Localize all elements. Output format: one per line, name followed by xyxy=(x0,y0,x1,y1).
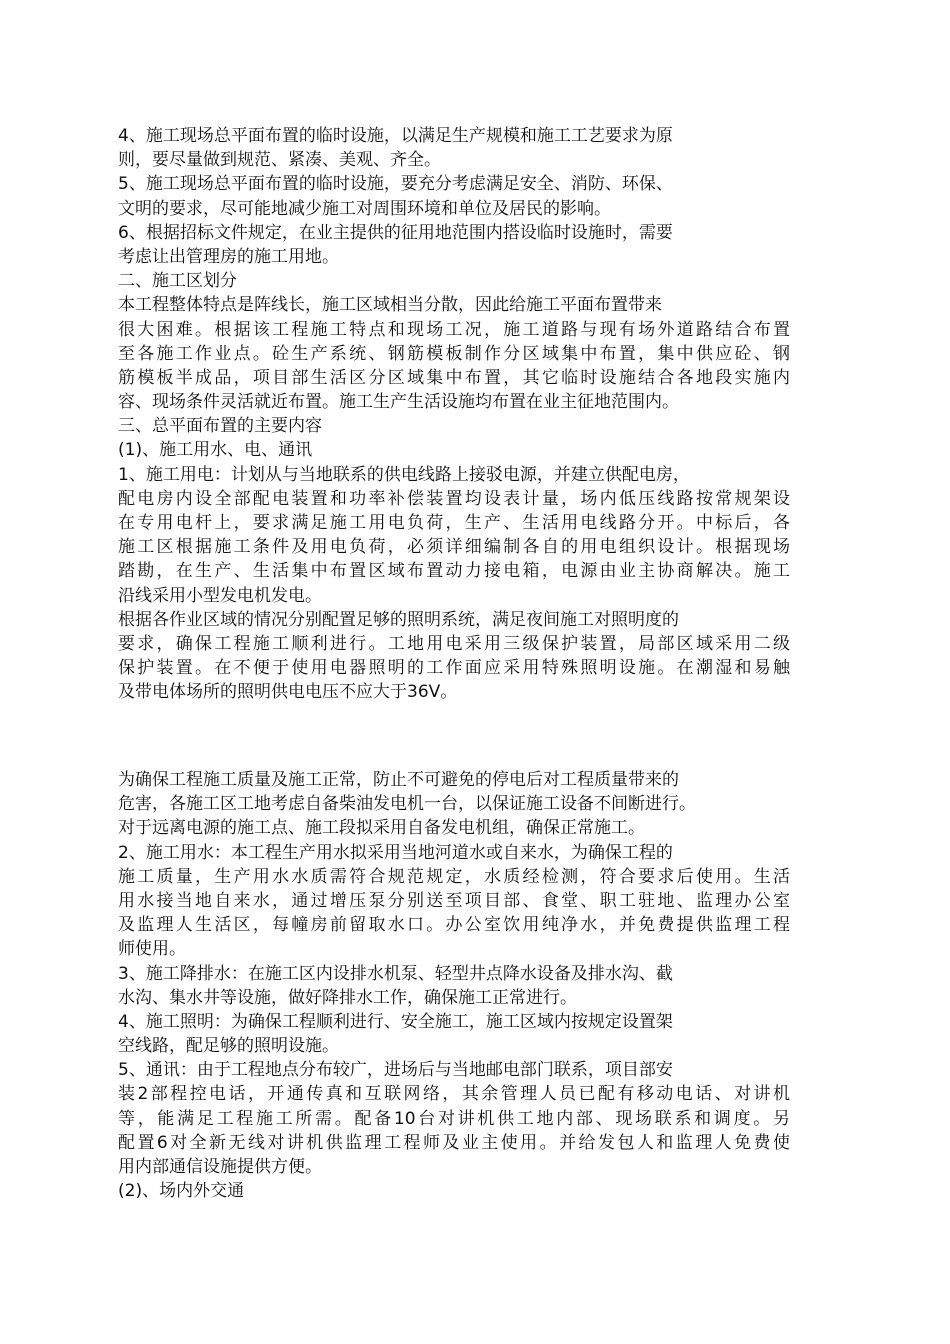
text-line: 及带电体场所的照明供电电压不应大于36V。 xyxy=(118,682,458,703)
subsection-heading: (1)、施工用水、电、通讯 xyxy=(118,440,313,461)
text-line: 5、通讯：由于工程地点分布较广，进场后与当地邮电部门联系，项目部安 xyxy=(118,1060,673,1081)
text-line: 用内部通信设施提供方便。 xyxy=(118,1157,322,1177)
text-line: 对于远离电源的施工点、施工段拟采用自备发电机组，确保正常施工。 xyxy=(118,818,645,839)
text-line: 容、现场条件灵活就近布置。施工生产生活设施均布置在业主征地范围内。 xyxy=(118,392,679,413)
text-line: 配置6对全新无线对讲机供监理工程师及业主使用。并给发包人和监理人免费使 xyxy=(118,1132,790,1153)
text-line: 危害，各施工区工地考虑自备柴油发电机一台，以保证施工设备不间断进行。 xyxy=(118,794,696,815)
text-line: 水沟、集水井等设施，做好降排水工作，确保施工正常进行。 xyxy=(118,987,577,1008)
text-line: 配电房内设全部配电装置和功率补偿装置均设表计量，场内低压线路按常规架设 xyxy=(118,488,790,509)
text-line: 师使用。 xyxy=(118,939,186,960)
text-line: 6、根据招标文件规定，在业主提供的征用地范围内搭设临时设施时，需要 xyxy=(118,222,673,243)
text-line: 空线路，配足够的照明设施。 xyxy=(118,1036,339,1057)
text-line: 本工程整体特点是阵线长，施工区域相当分散，因此给施工平面布置带来 xyxy=(118,295,662,316)
text-line: 等，能满足工程施工所需。配备10台对讲机供工地内部、现场联系和调度。另 xyxy=(118,1108,790,1129)
text-line: 及监理人生活区，每幢房前留取水口。办公室饮用纯净水，并免费提供监理工程 xyxy=(118,915,790,936)
text-line: 1、施工用电：计划从与当地联系的供电线路上接驳电源，并建立供配电房， xyxy=(118,464,690,485)
text-line: 装2部程控电话，开通传真和互联网络，其余管理人员已配有移动电话、对讲机 xyxy=(118,1084,790,1105)
text-line: 文明的要求，尽可能地减少施工对周围环境和单位及居民的影响。 xyxy=(118,198,611,219)
text-line: 则，要尽量做到规范、紧凑、美观、齐全。 xyxy=(118,150,441,171)
text-block-upper xyxy=(118,124,790,705)
text-line: 沿线采用小型发电机发电。 xyxy=(118,585,322,606)
text-line: 3、施工降排水：在施工区内设排水机泵、轻型井点降水设备及排水沟、截 xyxy=(118,963,673,984)
text-line: 很大困难。根据该工程施工特点和现场工况，施工道路与现有场外道路结合布置 xyxy=(118,319,790,340)
text-line: 5、施工现场总平面布置的临时设施，要充分考虑满足安全、消防、环保、 xyxy=(118,174,673,195)
text-line: 施工区根据施工条件及用电负荷，必须详细编制各自的用电组织设计。根据现场 xyxy=(118,537,790,558)
text-line: 保护装置。在不便于使用电器照明的工作面应采用特殊照明设施。在潮湿和易触 xyxy=(118,658,790,679)
text-line: 考虑让出管理房的施工用地。 xyxy=(118,246,339,267)
text-line: 根据各作业区域的情况分别配置足够的照明系统，满足夜间施工对照明度的 xyxy=(118,609,679,630)
text-line: 要求，确保工程施工顺利进行。工地用电采用三级保护装置，局部区域采用二级 xyxy=(118,633,790,654)
text-line: 2、施工用水：本工程生产用水拟采用当地河道水或自来水，为确保工程的 xyxy=(118,842,673,863)
text-line: 在专用电杆上，要求满足施工用电负荷，生产、生活用电线路分开。中标后，各 xyxy=(118,513,790,533)
text-line: 为确保工程施工质量及施工正常，防止不可避免的停电后对工程质量带来的 xyxy=(118,770,679,790)
text-block-lower xyxy=(118,768,790,1203)
text-line: 至各施工作业点。砼生产系统、钢筋模板制作分区域集中布置，集中供应砼、钢 xyxy=(118,343,790,364)
text-line: 用水接当地自来水，通过增压泵分别送至项目部、食堂、职工驻地、监理办公室 xyxy=(118,890,790,911)
text-line: 施工质量，生产用水水质需符合规范规定，水质经检测，符合要求后使用。生活 xyxy=(118,866,790,887)
text-line: 4、施工照明：为确保工程顺利进行、安全施工，施工区域内按规定设置架 xyxy=(118,1011,673,1032)
text-line: 筋模板半成品，项目部生活区分区域集中布置，其它临时设施结合各地段实施内 xyxy=(118,367,790,388)
subsection-heading: (2)、场内外交通 xyxy=(118,1181,245,1202)
section-heading: 三、总平面布置的主要内容 xyxy=(118,416,322,437)
text-line: 踏勘，在生产、生活集中布置区域布置动力接电箱，电源由业主协商解决。施工 xyxy=(118,561,790,582)
text-line: 4、施工现场总平面布置的临时设施，以满足生产规模和施工工艺要求为原 xyxy=(118,126,673,146)
section-heading: 二、施工区划分 xyxy=(118,271,237,292)
